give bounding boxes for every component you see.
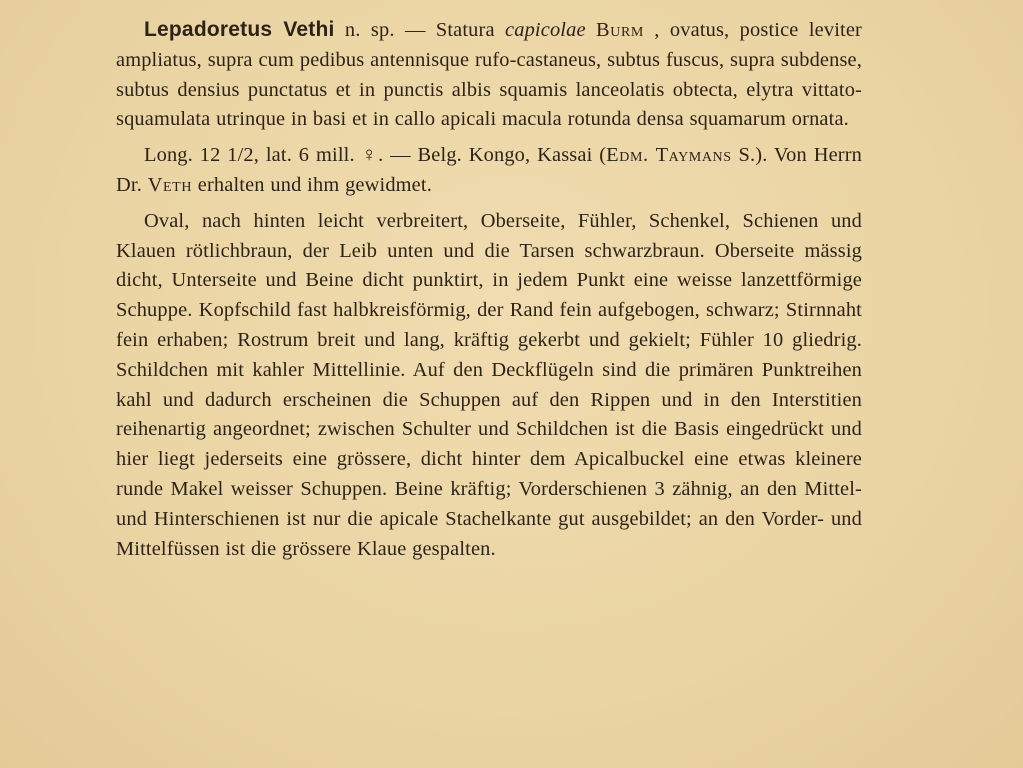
measurements-text-3: erhalten und ihm gewidmet. xyxy=(192,173,432,196)
measurements-paragraph xyxy=(116,141,862,201)
collector-name: Edm. Taymans xyxy=(606,144,732,167)
species-name: Lepadoretus Vethi xyxy=(144,18,335,41)
author-burm: Burm xyxy=(596,19,644,41)
german-description-paragraph: Oval, nach hinten leicht verbreitert, Oberseite, Fühler, Schenkel, Schienen und Klauen rötlichbraun, der Leib unten und die Tarsen schwarzbraun. Oberseite mässig dicht, Unterseite und Beine dicht punktirt, in jedem Punkt eine weisse lanzettförmige Schuppe. Kopfschild fast halbkreisförmig, der Rand fein aufgebogen, schwarz; Stirnnaht fein erhaben; Rostrum breit und lang, kräftig gekerbt und gekielt; Fühler 10 gliedrig. Schildchen mit kahler Mittellinie. Auf den Deckflügeln sind die primären Punktreihen kahl und dadurch erscheinen die Schuppen auf den Rippen und in den Interstitien reihenartig angeordnet; zwischen Schulter und Schildchen ist die Basis eingedrückt und hier liegt jederseits eine grössere, dicht hinter dem Apicalbuckel eine etwas kleinere runde Makel weisser Schuppen. Beine kräftig; Vorderschienen 3 zähnig, an den Mittel- und Hinterschienen ist nur die apicale Stachelkante gut ausgebildet; an den Vorder- und Mittelfüssen ist die grössere Klaue gespalten. xyxy=(116,209,862,560)
dedicatee-name: Veth xyxy=(147,173,193,196)
description-text-2: , ovatus, postice leviter ampliatus, supra cum pedibus antennisque rufo-castaneus, subtus fuscus, supra subdense, subtus densius punctatus et in punctis albis squamis lanceolatis obtecta, elytra vittato-squamulata utrinque in basi et in callo apicali macula rotunda densa squamarum ornata. xyxy=(116,19,862,131)
capicolae-italic: capicolae xyxy=(505,19,586,41)
description-space xyxy=(586,19,596,41)
latin-description-paragraph xyxy=(116,15,862,135)
description-text-1: n. sp. — Statura xyxy=(334,19,506,41)
measurements-text-2: S.). Von Herrn Dr. xyxy=(116,144,863,196)
text-block xyxy=(116,15,862,570)
measurements-text-1: Long. 12 1/2, lat. 6 mill. ♀. — Belg. Kongo, Kassai ( xyxy=(144,144,607,167)
